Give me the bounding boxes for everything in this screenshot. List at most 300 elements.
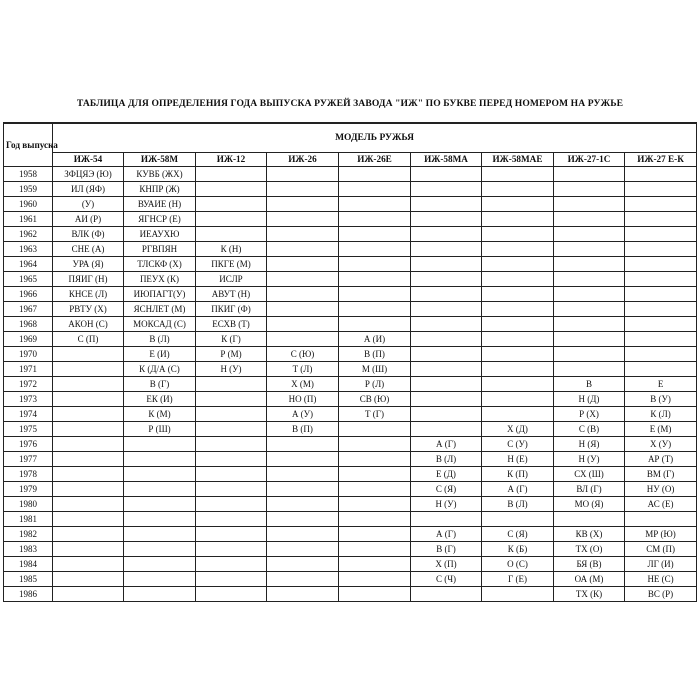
code-cell <box>267 437 339 452</box>
code-cell <box>196 212 267 227</box>
code-cell <box>196 197 267 212</box>
year-lookup-table <box>3 122 697 602</box>
code-cell <box>267 302 339 317</box>
code-cell: С (В) <box>554 422 625 437</box>
code-cell <box>625 197 697 212</box>
code-cell <box>482 392 554 407</box>
code-cell: БЯ (В) <box>554 557 625 572</box>
code-cell: С (Я) <box>411 482 482 497</box>
code-cell <box>482 587 554 602</box>
table-body <box>4 167 697 602</box>
code-cell <box>53 347 124 362</box>
code-cell: АВУТ (Н) <box>196 287 267 302</box>
year-cell: 1982 <box>4 527 53 542</box>
code-cell: (У) <box>53 197 124 212</box>
code-cell <box>267 317 339 332</box>
code-cell <box>53 452 124 467</box>
code-cell <box>625 167 697 182</box>
model-header-row <box>4 153 697 167</box>
code-cell <box>196 542 267 557</box>
code-cell <box>411 512 482 527</box>
code-cell <box>196 527 267 542</box>
code-cell: СМ (П) <box>625 542 697 557</box>
code-cell: К (П) <box>482 467 554 482</box>
table-row <box>4 167 697 182</box>
code-cell <box>482 197 554 212</box>
code-cell <box>339 197 411 212</box>
code-cell: Н (Д) <box>554 392 625 407</box>
table-row <box>4 347 697 362</box>
year-cell: 1967 <box>4 302 53 317</box>
code-cell <box>482 512 554 527</box>
code-cell <box>196 482 267 497</box>
code-cell: АР (Т) <box>625 452 697 467</box>
code-cell: В (Л) <box>482 497 554 512</box>
code-cell <box>124 452 196 467</box>
year-cell: 1974 <box>4 407 53 422</box>
code-cell <box>339 422 411 437</box>
code-cell <box>411 182 482 197</box>
code-cell: ПЯИГ (Н) <box>53 272 124 287</box>
code-cell: В (Г) <box>124 377 196 392</box>
code-cell <box>625 287 697 302</box>
code-cell <box>482 287 554 302</box>
code-cell <box>267 197 339 212</box>
model-group-header: МОДЕЛЬ РУЖЬЯ <box>53 123 697 153</box>
code-cell: Е (М) <box>625 422 697 437</box>
code-cell: ВС (Р) <box>625 587 697 602</box>
code-cell: А (У) <box>267 407 339 422</box>
code-cell <box>411 362 482 377</box>
table-row <box>4 437 697 452</box>
code-cell <box>625 302 697 317</box>
code-cell: СНЕ (А) <box>53 242 124 257</box>
code-cell <box>339 527 411 542</box>
table-row <box>4 572 697 587</box>
model-header-cell: ИЖ-27 Е-К <box>625 153 697 167</box>
code-cell <box>482 332 554 347</box>
code-cell <box>625 272 697 287</box>
code-cell: ТЛСКФ (Х) <box>124 257 196 272</box>
code-cell <box>411 347 482 362</box>
code-cell <box>625 332 697 347</box>
code-cell: А (Г) <box>411 437 482 452</box>
code-cell <box>482 272 554 287</box>
code-cell: В <box>554 377 625 392</box>
year-cell: 1983 <box>4 542 53 557</box>
table-row <box>4 242 697 257</box>
table-row <box>4 512 697 527</box>
year-cell: 1964 <box>4 257 53 272</box>
year-cell: 1984 <box>4 557 53 572</box>
table-row <box>4 302 697 317</box>
code-cell <box>411 242 482 257</box>
code-cell <box>267 482 339 497</box>
code-cell <box>411 587 482 602</box>
code-cell <box>411 407 482 422</box>
table-row <box>4 272 697 287</box>
code-cell <box>267 467 339 482</box>
table-row <box>4 197 697 212</box>
code-cell <box>124 542 196 557</box>
model-header-cell: ИЖ-12 <box>196 153 267 167</box>
code-cell: РВТУ (Х) <box>53 302 124 317</box>
code-cell <box>625 512 697 527</box>
code-cell <box>482 347 554 362</box>
code-cell <box>267 332 339 347</box>
table-row <box>4 392 697 407</box>
table-row <box>4 497 697 512</box>
code-cell <box>339 167 411 182</box>
year-cell: 1981 <box>4 512 53 527</box>
code-cell <box>53 542 124 557</box>
code-cell <box>267 227 339 242</box>
code-cell <box>124 572 196 587</box>
code-cell: Т (Л) <box>267 362 339 377</box>
code-cell <box>267 257 339 272</box>
code-cell <box>53 557 124 572</box>
code-cell <box>554 347 625 362</box>
year-cell: 1978 <box>4 467 53 482</box>
code-cell <box>124 467 196 482</box>
table-row <box>4 467 697 482</box>
table-row <box>4 332 697 347</box>
model-header-cell: ИЖ-58МА <box>411 153 482 167</box>
code-cell <box>411 332 482 347</box>
code-cell <box>196 587 267 602</box>
code-cell: В (Л) <box>411 452 482 467</box>
code-cell <box>554 242 625 257</box>
code-cell <box>411 392 482 407</box>
code-cell <box>53 512 124 527</box>
code-cell <box>411 212 482 227</box>
table-row <box>4 452 697 467</box>
table-header <box>4 123 697 167</box>
model-header-cell: ИЖ-26 <box>267 153 339 167</box>
code-cell <box>411 197 482 212</box>
code-cell <box>482 407 554 422</box>
code-cell: ЯГНСР (Е) <box>124 212 196 227</box>
table-row <box>4 542 697 557</box>
code-cell <box>411 377 482 392</box>
code-cell <box>196 497 267 512</box>
code-cell <box>339 497 411 512</box>
year-cell: 1985 <box>4 572 53 587</box>
code-cell <box>196 557 267 572</box>
code-cell <box>196 392 267 407</box>
code-cell: С (Ю) <box>267 347 339 362</box>
code-cell: ПКИГ (Ф) <box>196 302 267 317</box>
code-cell <box>53 467 124 482</box>
code-cell <box>411 317 482 332</box>
code-cell <box>482 212 554 227</box>
code-cell: Н (У) <box>196 362 267 377</box>
code-cell <box>124 437 196 452</box>
code-cell: СВ (Ю) <box>339 392 411 407</box>
code-cell: Г (Е) <box>482 572 554 587</box>
code-cell <box>124 497 196 512</box>
code-cell: ЛГ (И) <box>625 557 697 572</box>
code-cell: КВ (Х) <box>554 527 625 542</box>
code-cell: МОКСАД (С) <box>124 317 196 332</box>
table-row <box>4 227 697 242</box>
code-cell: К (Л) <box>625 407 697 422</box>
code-cell <box>482 377 554 392</box>
code-cell <box>554 182 625 197</box>
code-cell: Н (Е) <box>482 452 554 467</box>
code-cell: К (Б) <box>482 542 554 557</box>
code-cell <box>339 317 411 332</box>
code-cell <box>196 572 267 587</box>
code-cell <box>554 512 625 527</box>
code-cell <box>53 392 124 407</box>
code-cell <box>196 182 267 197</box>
code-cell <box>411 422 482 437</box>
code-cell <box>124 557 196 572</box>
code-cell: С (Я) <box>482 527 554 542</box>
code-cell <box>267 587 339 602</box>
code-cell: МО (Я) <box>554 497 625 512</box>
code-cell <box>267 527 339 542</box>
model-header-cell: ИЖ-54 <box>53 153 124 167</box>
model-header-cell: ИЖ-27-1С <box>554 153 625 167</box>
code-cell <box>554 227 625 242</box>
year-cell: 1962 <box>4 227 53 242</box>
code-cell: ТХ (К) <box>554 587 625 602</box>
code-cell: НЕ (С) <box>625 572 697 587</box>
code-cell <box>411 302 482 317</box>
code-cell <box>196 467 267 482</box>
code-cell: Е (Д) <box>411 467 482 482</box>
code-cell <box>625 362 697 377</box>
year-cell: 1969 <box>4 332 53 347</box>
code-cell: Е (И) <box>124 347 196 362</box>
code-cell <box>339 587 411 602</box>
code-cell <box>196 377 267 392</box>
code-cell <box>339 227 411 242</box>
model-header-cell: ИЖ-58М <box>124 153 196 167</box>
code-cell <box>339 482 411 497</box>
year-cell: 1966 <box>4 287 53 302</box>
code-cell <box>267 497 339 512</box>
code-cell: ОА (М) <box>554 572 625 587</box>
code-cell <box>554 317 625 332</box>
code-cell: В (П) <box>339 347 411 362</box>
code-cell <box>196 452 267 467</box>
code-cell: ИЮПАГТ(У) <box>124 287 196 302</box>
code-cell <box>482 302 554 317</box>
year-column-header: Год выпуска <box>4 123 53 167</box>
code-cell <box>554 362 625 377</box>
code-cell <box>625 212 697 227</box>
code-cell <box>53 377 124 392</box>
table-row <box>4 482 697 497</box>
code-cell: ВЛ (Г) <box>554 482 625 497</box>
code-cell <box>267 572 339 587</box>
code-cell: ТХ (О) <box>554 542 625 557</box>
year-cell: 1973 <box>4 392 53 407</box>
code-cell: ЕК (И) <box>124 392 196 407</box>
table-row <box>4 407 697 422</box>
table-row <box>4 422 697 437</box>
code-cell: А (Г) <box>411 527 482 542</box>
code-cell <box>482 167 554 182</box>
code-cell: ВЛК (Ф) <box>53 227 124 242</box>
year-cell: 1972 <box>4 377 53 392</box>
table-row <box>4 182 697 197</box>
code-cell <box>411 167 482 182</box>
year-cell: 1976 <box>4 437 53 452</box>
code-cell <box>482 227 554 242</box>
model-header-cell: ИЖ-58МАЕ <box>482 153 554 167</box>
code-cell <box>53 497 124 512</box>
code-cell: Х (М) <box>267 377 339 392</box>
code-cell: А (Г) <box>482 482 554 497</box>
code-cell: Е <box>625 377 697 392</box>
code-cell: ЕСХВ (Т) <box>196 317 267 332</box>
code-cell <box>196 512 267 527</box>
table-row <box>4 287 697 302</box>
code-cell <box>554 197 625 212</box>
table-row <box>4 587 697 602</box>
code-cell: К (Д/А (С) <box>124 362 196 377</box>
code-cell: С (Ч) <box>411 572 482 587</box>
code-cell <box>53 362 124 377</box>
code-cell: К (Н) <box>196 242 267 257</box>
code-cell <box>267 167 339 182</box>
code-cell <box>53 482 124 497</box>
code-cell <box>339 542 411 557</box>
code-cell: С (У) <box>482 437 554 452</box>
code-cell: ИЛ (ЯФ) <box>53 182 124 197</box>
code-cell: ИЕАУХЮ <box>124 227 196 242</box>
code-cell: Н (Я) <box>554 437 625 452</box>
year-cell: 1961 <box>4 212 53 227</box>
code-cell: О (С) <box>482 557 554 572</box>
code-cell <box>124 527 196 542</box>
table-row <box>4 212 697 227</box>
code-cell: ПЕУХ (К) <box>124 272 196 287</box>
document-title: ТАБЛИЦА ДЛЯ ОПРЕДЕЛЕНИЯ ГОДА ВЫПУСКА РУЖЕЙ ЗАВОДА "ИЖ" ПО БУКВЕ ПЕРЕД НОМЕРОМ НА РУЖЬЕ <box>76 98 624 109</box>
code-cell <box>339 512 411 527</box>
code-cell: АИ (Р) <box>53 212 124 227</box>
code-cell <box>625 242 697 257</box>
code-cell <box>482 362 554 377</box>
code-cell: Х (П) <box>411 557 482 572</box>
code-cell: АС (Е) <box>625 497 697 512</box>
code-cell <box>124 512 196 527</box>
code-cell <box>53 572 124 587</box>
code-cell: В (У) <box>625 392 697 407</box>
code-cell: НУ (О) <box>625 482 697 497</box>
year-cell: 1959 <box>4 182 53 197</box>
code-cell <box>411 227 482 242</box>
code-cell: Т (Г) <box>339 407 411 422</box>
code-cell: Х (Д) <box>482 422 554 437</box>
year-cell: 1977 <box>4 452 53 467</box>
code-cell <box>53 527 124 542</box>
code-cell: Р (Л) <box>339 377 411 392</box>
code-cell: ЗФЦЯЭ (Ю) <box>53 167 124 182</box>
code-cell: КНСЕ (Л) <box>53 287 124 302</box>
code-cell <box>267 287 339 302</box>
code-cell: ВУАИЕ (Н) <box>124 197 196 212</box>
code-cell <box>339 467 411 482</box>
year-cell: 1970 <box>4 347 53 362</box>
code-cell <box>53 587 124 602</box>
code-cell: Х (У) <box>625 437 697 452</box>
code-cell <box>196 167 267 182</box>
code-cell: СХ (Ш) <box>554 467 625 482</box>
code-cell <box>482 317 554 332</box>
model-header-cell: ИЖ-26Е <box>339 153 411 167</box>
code-cell <box>554 302 625 317</box>
code-cell <box>196 437 267 452</box>
code-cell <box>625 317 697 332</box>
code-cell <box>196 407 267 422</box>
code-cell <box>339 302 411 317</box>
code-cell: АКОН (С) <box>53 317 124 332</box>
code-cell: А (И) <box>339 332 411 347</box>
code-cell <box>411 287 482 302</box>
code-cell: В (П) <box>267 422 339 437</box>
code-cell <box>554 257 625 272</box>
code-cell <box>339 557 411 572</box>
code-cell <box>411 272 482 287</box>
code-cell <box>554 212 625 227</box>
code-cell <box>625 347 697 362</box>
code-cell <box>339 212 411 227</box>
code-cell <box>339 272 411 287</box>
code-cell: Н (У) <box>554 452 625 467</box>
code-cell <box>267 272 339 287</box>
code-cell <box>53 437 124 452</box>
year-cell: 1963 <box>4 242 53 257</box>
code-cell <box>482 257 554 272</box>
code-cell <box>267 512 339 527</box>
code-cell: РГВПЯН <box>124 242 196 257</box>
code-cell <box>339 287 411 302</box>
code-cell <box>554 167 625 182</box>
table-row <box>4 257 697 272</box>
code-cell <box>53 422 124 437</box>
year-cell: 1958 <box>4 167 53 182</box>
code-cell <box>339 182 411 197</box>
code-cell: М (Ш) <box>339 362 411 377</box>
year-cell: 1960 <box>4 197 53 212</box>
year-cell: 1968 <box>4 317 53 332</box>
code-cell: ЯСНЛЕТ (М) <box>124 302 196 317</box>
code-cell <box>339 572 411 587</box>
year-cell: 1980 <box>4 497 53 512</box>
code-cell <box>267 242 339 257</box>
code-cell: К (Г) <box>196 332 267 347</box>
code-cell <box>267 542 339 557</box>
code-cell <box>124 587 196 602</box>
code-cell <box>267 557 339 572</box>
year-cell: 1975 <box>4 422 53 437</box>
code-cell <box>53 407 124 422</box>
table-row <box>4 557 697 572</box>
code-cell <box>267 182 339 197</box>
code-cell <box>339 437 411 452</box>
code-cell <box>339 242 411 257</box>
year-cell: 1971 <box>4 362 53 377</box>
code-cell: Р (Ш) <box>124 422 196 437</box>
code-cell: КНПР (Ж) <box>124 182 196 197</box>
code-cell: КУВБ (ЖХ) <box>124 167 196 182</box>
code-cell <box>625 227 697 242</box>
